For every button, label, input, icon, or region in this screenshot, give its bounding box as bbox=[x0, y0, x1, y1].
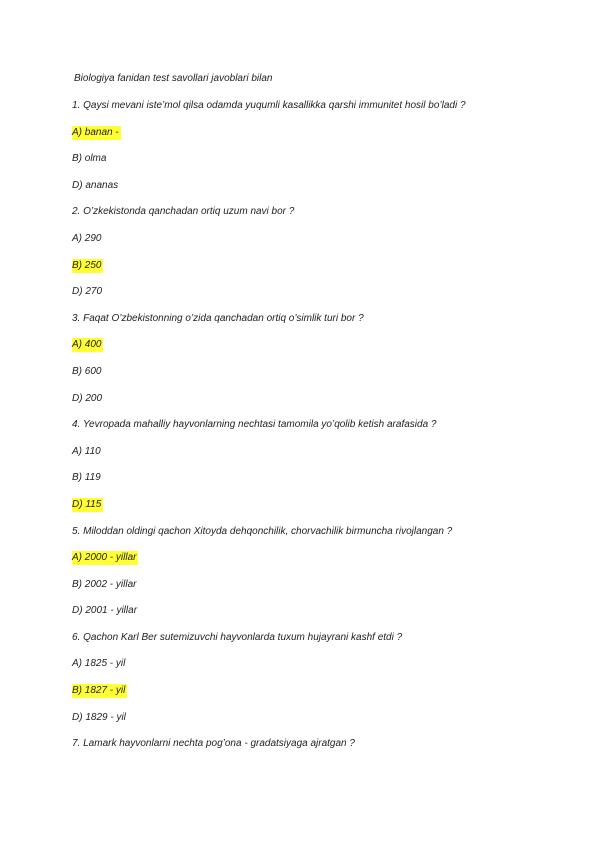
correct-answer-line bbox=[72, 259, 468, 286]
document-title: Biologiya fanidan test savollari javoblari bilan bbox=[74, 73, 273, 84]
correct-answer-line bbox=[72, 684, 468, 711]
answer-option-line bbox=[72, 578, 468, 605]
question-text: 1. Qaysi mevani iste’mol qilsa odamda yuqumli kasallikka qarshi immunitet hosil bo’ladi ? bbox=[72, 100, 466, 111]
answer-text: B) olma bbox=[72, 153, 107, 165]
question-text: 3. Faqat O’zbekistonning o’zida qanchadan ortiq o’simlik turi bor ? bbox=[72, 312, 364, 324]
correct-answer-line bbox=[72, 498, 468, 525]
question-line bbox=[72, 737, 468, 764]
answer-text: D) 115 bbox=[72, 498, 102, 510]
answer-text: B) 1827 - yil bbox=[72, 685, 126, 697]
question-line bbox=[72, 418, 468, 445]
answer-text: B) 250 bbox=[72, 259, 102, 271]
correct-answer-line bbox=[72, 338, 468, 365]
answer-text: D) 270 bbox=[72, 286, 103, 298]
question-text: 7. Lamark hayvonlarni nechta pog’ona - gradatsiyaga ajratgan ? bbox=[72, 738, 355, 750]
answer-option-line bbox=[72, 604, 468, 631]
answer-option-line bbox=[72, 657, 468, 684]
question-line bbox=[72, 525, 468, 552]
answer-text: A) banan - bbox=[72, 126, 119, 138]
correct-answer-line bbox=[72, 126, 468, 153]
answer-text: D) ananas bbox=[72, 179, 119, 191]
answer-text: D) 1829 - yil bbox=[72, 711, 126, 723]
question-line bbox=[72, 99, 468, 126]
answer-text: D) 2001 - yillar bbox=[72, 605, 138, 617]
answer-option-line bbox=[72, 392, 468, 419]
question-list bbox=[72, 99, 468, 764]
question-line bbox=[72, 205, 468, 232]
question-text: 2. O’zkekistonda qanchadan ortiq uzum navi bor ? bbox=[72, 206, 295, 218]
question-line bbox=[72, 312, 468, 339]
answer-option-line bbox=[72, 365, 468, 392]
question-text: 4. Yevropada mahalliy hayvonlarning nechtasi tamomila yo’qolib ketish arafasida ? bbox=[72, 419, 437, 431]
answer-text: A) 290 bbox=[72, 232, 102, 244]
answer-text: D) 200 bbox=[72, 392, 103, 404]
answer-text: B) 2002 - yillar bbox=[72, 578, 137, 590]
answer-option-line bbox=[72, 711, 468, 738]
answer-option-line bbox=[72, 471, 468, 498]
answer-text: A) 400 bbox=[72, 339, 102, 351]
answer-text: A) 1825 - yil bbox=[72, 658, 126, 670]
question-line bbox=[72, 631, 468, 658]
answer-option-line bbox=[72, 285, 468, 312]
question-text: 5. Miloddan oldingi qachon Xitoyda dehqonchilik, chorvachilik birmuncha rivojlangan ? bbox=[72, 525, 453, 537]
question-text: 6. Qachon Karl Ber sutemizuvchi hayvonlarda tuxum hujayrani kashf etdi ? bbox=[72, 631, 403, 643]
answer-option-line bbox=[72, 232, 468, 259]
answer-text: A) 110 bbox=[72, 445, 101, 457]
answer-text: A) 2000 - yillar bbox=[72, 552, 137, 564]
answer-text: B) 600 bbox=[72, 365, 102, 377]
answer-option-line bbox=[72, 179, 468, 206]
answer-option-line bbox=[72, 152, 468, 179]
answer-option-line bbox=[72, 445, 468, 472]
answer-text: B) 119 bbox=[72, 472, 101, 484]
correct-answer-line bbox=[72, 551, 468, 578]
